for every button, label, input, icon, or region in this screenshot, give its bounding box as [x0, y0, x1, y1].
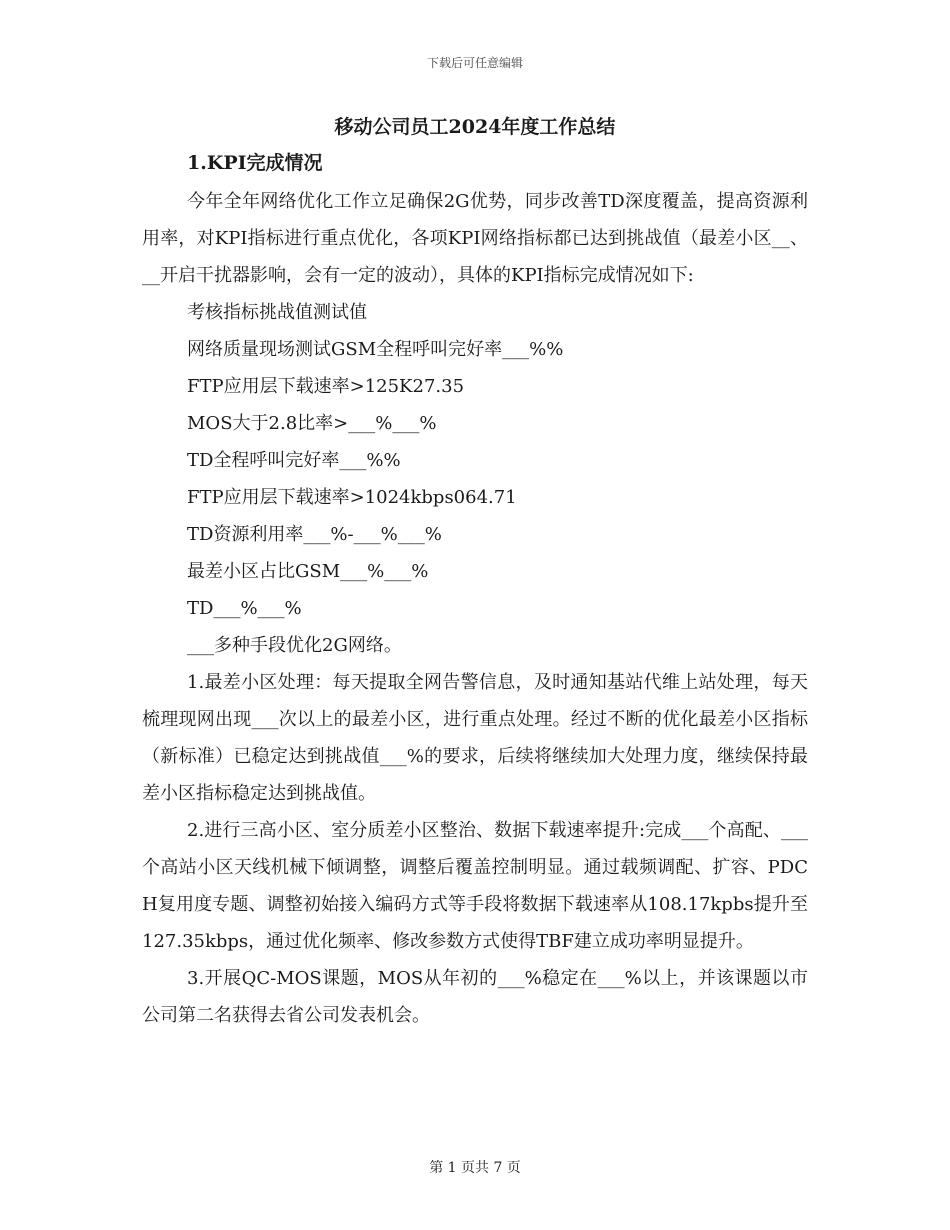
kpi-line: TD___%___% — [187, 598, 302, 619]
kpi-line: TD资源利用率___%-___%___% — [187, 524, 442, 545]
page-number: 第 1 页共 7 页 — [429, 1160, 521, 1176]
kpi-line: FTP应用层下载速率>1024kbps064.71 — [187, 487, 517, 508]
kpi-line: FTP应用层下载速率>125K27.35 — [187, 376, 465, 397]
kpi-line: TD全程呼叫完好率___%% — [187, 450, 401, 471]
kpi-line: 考核指标挑战值测试值 — [187, 302, 367, 323]
kpi-line: 最差小区占比GSM___%___% — [187, 561, 429, 582]
document-body — [142, 183, 808, 1034]
header-note: 下载后可任意编辑 — [426, 56, 523, 70]
kpi-line: 网络质量现场测试GSM全程呼叫完好率___%% — [187, 339, 564, 360]
kpi-line: MOS大于2.8比率>___%___% — [187, 413, 437, 434]
paragraph-qc-mos: 3.开展QC-MOS课题，MOS从年初的___%稳定在___%以上，并该课题以市公司第二名获得去省公司发表机会。 — [142, 968, 808, 1026]
kpi-line: ___多种手段优化2G网络。 — [187, 635, 402, 656]
document-title: 移动公司员工2024年度工作总结 — [334, 116, 616, 138]
section-heading: 1.KPI完成情况 — [187, 152, 323, 174]
intro-paragraph: 今年全年网络优化工作立足确保2G优势，同步改善TD深度覆盖，提高资源利用率，对KPI指标进行重点优化，各项KPI网络指标都已达到挑战值（最差小区__、__开启干扰器影响，会有一定的波动），具体的KPI指标完成情况如下: — [142, 191, 808, 286]
kpi-list — [142, 294, 808, 664]
paragraph-worst-cell: 1.最差小区处理：每天提取全网告警信息，及时通知基站代维上站处理，每天梳理现网出现___次以上的最差小区，进行重点处理。经过不断的优化最差小区指标（新标准）已稳定达到挑战值___%的要求，后续将继续加大处理力度，继续保持最差小区指标稳定达到挑战值。 — [142, 672, 808, 804]
paragraph-rate-improvement: 2.进行三高小区、室分质差小区整治、数据下载速率提升:完成___个高配、___个高站小区天线机械下倾调整，调整后覆盖控制明显。通过载频调配、扩容、PDCH复用度专题、调整初始接入编码方式等手段将数据下载速率从108.17kpbs提升至127.35kbps，通过优化频率、修改参数方式使得TBF建立成功率明显提升。 — [142, 820, 808, 952]
